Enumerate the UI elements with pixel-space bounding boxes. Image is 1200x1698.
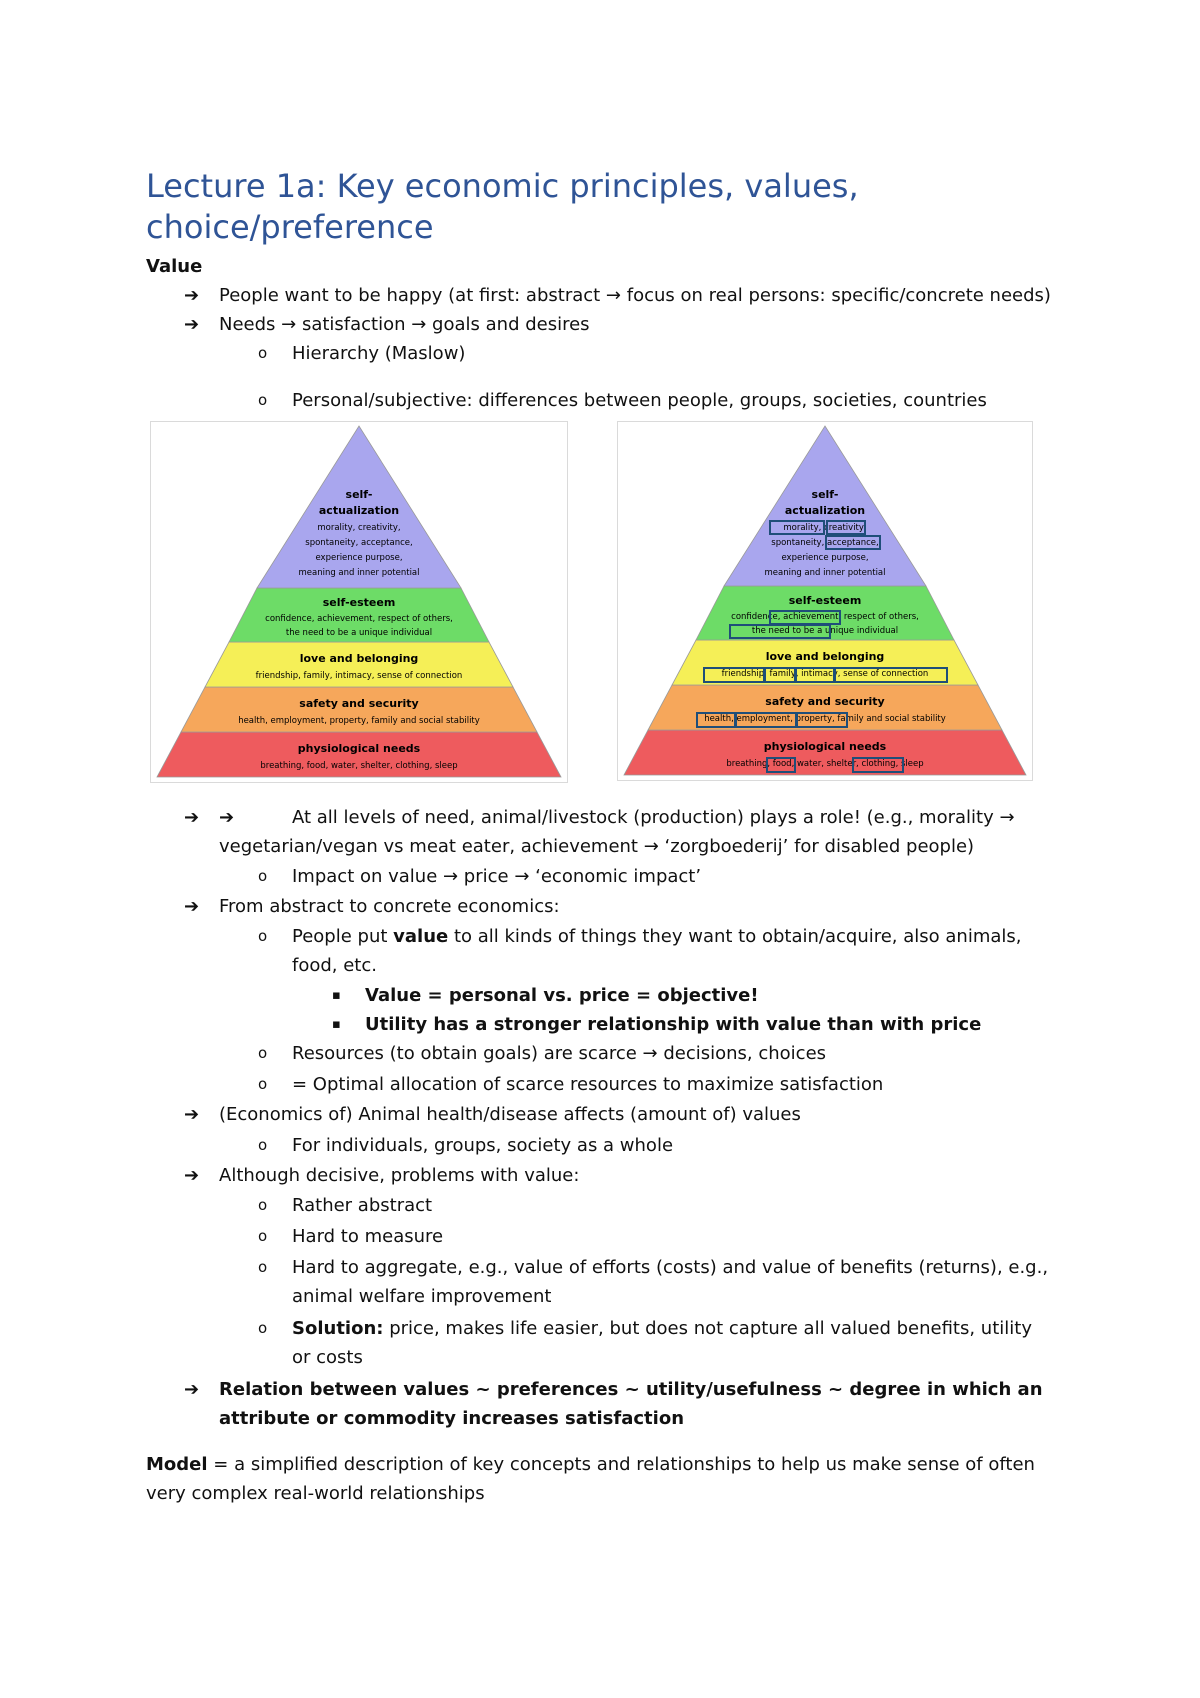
level-text: confidence, achievement, respect of others, <box>265 614 453 624</box>
arrow-bullet: ➔ <box>184 1104 200 1125</box>
list-item: People want to be happy (at first: abstract → focus on real persons: specific/concrete needs) <box>219 285 1051 306</box>
text-run: price, makes life easier, but does not capture all valued benefits, utility or costs <box>292 1318 1032 1368</box>
circle-bullet: o <box>258 867 268 885</box>
arrow-bullet: ➔ <box>184 285 200 306</box>
list-item: Utility has a stronger relationship with value than with price <box>365 1014 982 1035</box>
level-title: self-esteem <box>322 596 396 609</box>
page-title: Lecture 1a: Key economic principles, values, choice/preference <box>146 167 859 246</box>
level-title: physiological needs <box>763 740 887 753</box>
circle-bullet: o <box>258 1075 268 1093</box>
level-title: actualization <box>784 504 866 517</box>
level-title: actualization <box>318 504 400 517</box>
section-heading-value: Value <box>146 256 203 277</box>
bold-term: Solution: <box>292 1318 384 1339</box>
text-run: to all kinds of things they want to obtain/acquire, also animals, food, etc. <box>292 926 1022 976</box>
level-text: health, employment, property, family and social stability <box>704 714 946 724</box>
arrow-bullet: ➔ <box>184 1379 200 1400</box>
list-item <box>292 1314 1052 1372</box>
circle-bullet: o <box>258 391 268 409</box>
level-text: spontaneity, acceptance, <box>305 538 413 548</box>
square-bullet: ▪ <box>332 988 341 1003</box>
circle-bullet: o <box>258 1044 268 1062</box>
arrow-bullet: ➔ <box>184 807 200 828</box>
level-text: health, employment, property, family and social stability <box>238 716 480 726</box>
list-item: Impact on value → price → ‘economic impact’ <box>292 866 702 887</box>
maslow-pyramid-image <box>150 421 568 783</box>
level-text: morality, creativity, <box>783 523 867 533</box>
level-title: physiological needs <box>297 742 421 755</box>
arrow-bullet: ➔ <box>184 314 200 335</box>
level-text: the need to be a unique individual <box>751 626 899 636</box>
text-run: People put <box>292 926 394 947</box>
level-text: breathing, food, water, shelter, clothing, sleep <box>726 759 924 769</box>
level-title: self- <box>345 488 373 501</box>
list-item: At all levels of need, animal/livestock (production) plays a role! (e.g., morality → vegetarian/vegan vs meat eater, achievement → ‘zorgboederij’ for disabled people) <box>219 807 1015 857</box>
maslow-pyramid-graphic <box>151 422 567 782</box>
circle-bullet: o <box>258 1319 268 1337</box>
list-item: Hierarchy (Maslow) <box>292 343 466 364</box>
list-item: Hard to measure <box>292 1226 444 1247</box>
circle-bullet: o <box>258 1258 268 1276</box>
list-item: = Optimal allocation of scarce resources to maximize satisfaction <box>292 1074 884 1095</box>
level-text: meaning and inner potential <box>764 568 886 578</box>
list-item: Resources (to obtain goals) are scarce → decisions, choices <box>292 1043 827 1064</box>
level-text: spontaneity, acceptance, <box>771 538 879 548</box>
level-title: safety and security <box>765 695 885 708</box>
level-text: meaning and inner potential <box>298 568 420 578</box>
maslow-pyramid-annotated-image <box>617 421 1033 781</box>
circle-bullet: o <box>258 927 268 945</box>
list-item: Needs → satisfaction → goals and desires <box>219 314 590 335</box>
list-item: Hard to aggregate, e.g., value of efforts (costs) and value of benefits (returns), e.g., animal welfare improvement <box>292 1257 1049 1307</box>
circle-bullet: o <box>258 344 268 362</box>
bold-term: value <box>393 926 449 947</box>
level-text: experience purpose, <box>781 553 869 563</box>
level-text: the need to be a unique individual <box>285 628 433 638</box>
arrow-bullet: ➔ <box>184 1165 200 1186</box>
circle-bullet: o <box>258 1227 268 1245</box>
level-text: morality, creativity, <box>317 523 401 533</box>
level-text: experience purpose, <box>315 553 403 563</box>
circle-bullet: o <box>258 1196 268 1214</box>
level-title: love and belonging <box>765 650 885 663</box>
list-item: (Economics of) Animal health/disease affects (amount of) values <box>219 1104 801 1125</box>
maslow-pyramid-annotated-graphic <box>618 422 1032 780</box>
model-definition <box>146 1450 1046 1508</box>
list-item: Personal/subjective: differences between people, groups, societies, countries <box>292 390 987 411</box>
square-bullet: ▪ <box>332 1017 341 1032</box>
level-title: safety and security <box>299 697 419 710</box>
list-item: Value = personal vs. price = objective! <box>365 985 759 1006</box>
list-item: Rather abstract <box>292 1195 433 1216</box>
level-title: self-esteem <box>788 594 862 607</box>
list-item <box>292 922 1032 980</box>
level-text: friendship, family, intimacy, sense of connection <box>255 671 463 681</box>
arrow-bullet: ➔ <box>184 896 200 917</box>
list-item: Although decisive, problems with value: <box>219 1165 580 1186</box>
level-text: breathing, food, water, shelter, clothing, sleep <box>260 761 458 771</box>
level-text: confidence, achievement, respect of others, <box>731 612 919 622</box>
bold-term: Model <box>146 1454 208 1475</box>
level-title: self- <box>811 488 839 501</box>
text-run: = a simplified description of key concepts and relationships to help us make sense of often very complex real-world relationships <box>146 1454 1035 1504</box>
list-item: Relation between values ~ preferences ~ utility/usefulness ~ degree in which an attribute or commodity increases satisfaction <box>219 1379 1043 1429</box>
circle-bullet: o <box>258 1136 268 1154</box>
list-item: For individuals, groups, society as a whole <box>292 1135 674 1156</box>
level-text: friendship, family, intimacy, sense of connection <box>721 669 929 679</box>
level-title: love and belonging <box>299 652 419 665</box>
list-item: From abstract to concrete economics: <box>219 896 560 917</box>
arrow-bullet: ➔ <box>219 807 235 828</box>
